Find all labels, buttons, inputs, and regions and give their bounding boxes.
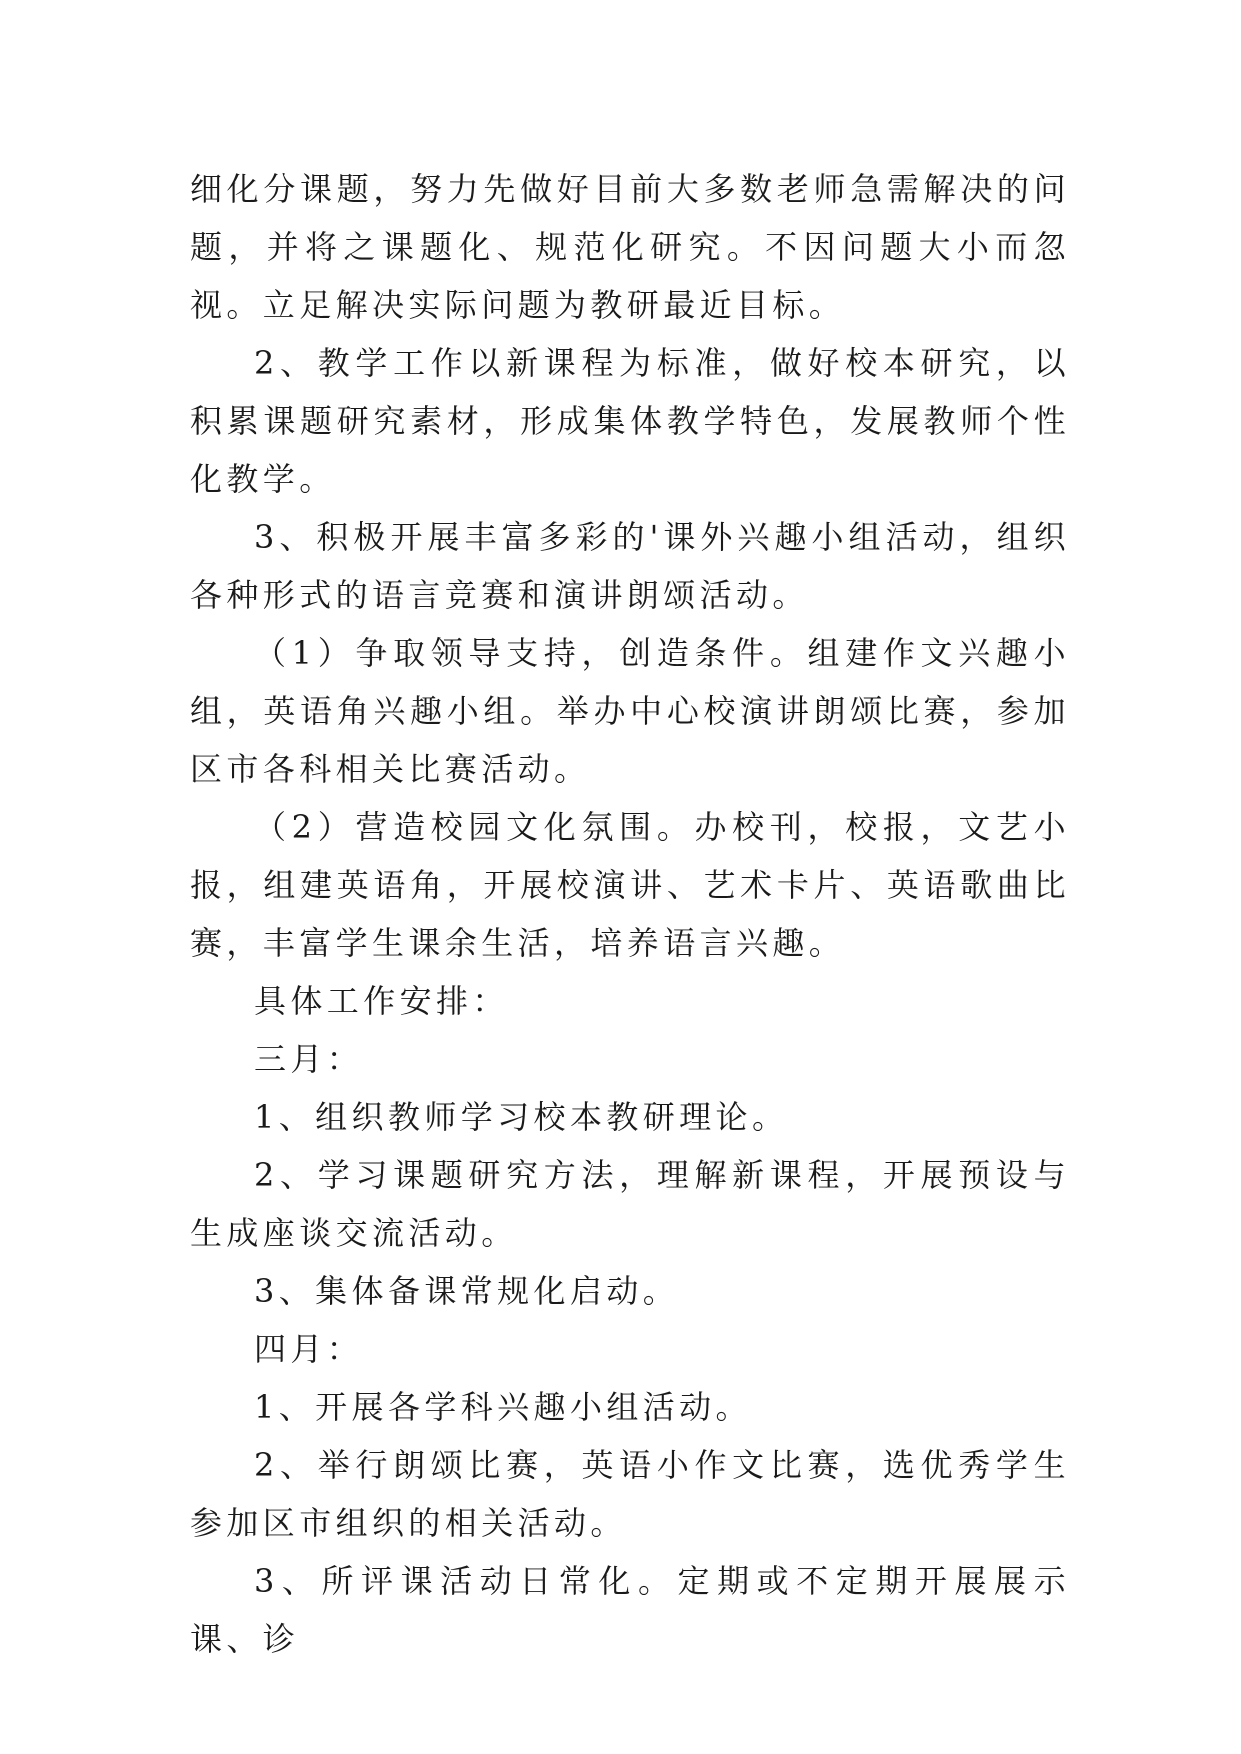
month-heading-march: 三月： xyxy=(254,1040,364,1078)
list-item: 3、集体备课常规化启动。 xyxy=(254,1272,680,1310)
month-heading-april: 四月： xyxy=(254,1330,364,1368)
paragraph: 3、积极开展丰富多彩的'课外兴趣小组活动，组织各种形式的语言竞赛和演讲朗颂活动。 xyxy=(190,518,1070,614)
section-heading: 具体工作安排： xyxy=(254,982,509,1020)
list-item: 2、学习课题研究方法，理解新课程，开展预设与生成座谈交流活动。 xyxy=(190,1156,1070,1252)
list-item: 2、举行朗颂比赛，英语小作文比赛，选优秀学生参加区市组织的相关活动。 xyxy=(190,1446,1070,1542)
paragraph: （2）营造校园文化氛围。办校刊，校报，文艺小报，组建英语角，开展校演讲、艺术卡片、英语歌曲比赛，丰富学生课余生活，培养语言兴趣。 xyxy=(190,808,1070,962)
list-item: 3、所评课活动日常化。定期或不定期开展展示课、诊 xyxy=(190,1562,1070,1658)
list-item: 1、组织教师学习校本教研理论。 xyxy=(254,1098,789,1136)
paragraph: 2、教学工作以新课程为标准，做好校本研究，以积累课题研究素材，形成集体教学特色，发展教师个性化教学。 xyxy=(190,344,1070,498)
paragraph: （1）争取领导支持，创造条件。组建作文兴趣小组，英语角兴趣小组。举办中心校演讲朗颂比赛，参加区市各科相关比赛活动。 xyxy=(190,634,1070,788)
document-body xyxy=(190,160,1070,1668)
list-item: 1、开展各学科兴趣小组活动。 xyxy=(254,1388,752,1426)
paragraph: 细化分课题，努力先做好目前大多数老师急需解决的问题，并将之课题化、规范化研究。不因问题大小而忽视。立足解决实际问题为教研最近目标。 xyxy=(190,170,1070,324)
